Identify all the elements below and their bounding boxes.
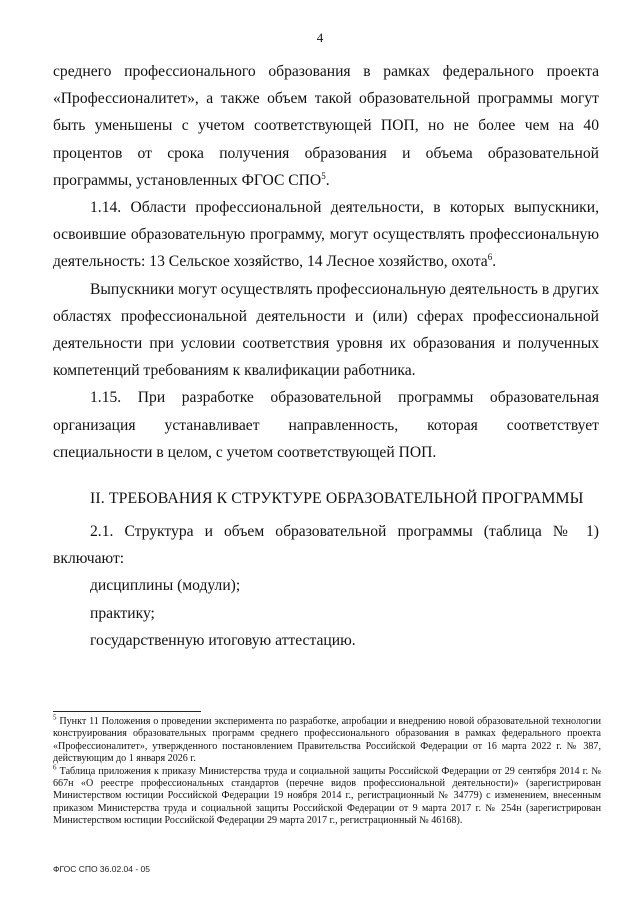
footnotes (53, 713, 601, 828)
footer-document-code: ФГОС СПО 36.02.04 - 05 (53, 864, 151, 874)
paragraph-2-1: 2.1. Структура и объем образовательной программы (таблица № 1) включают: (53, 523, 599, 568)
paragraph-1-14: 1.14. Области профессиональной деятельности, в которых выпускники, освоившие образовательную программу, могут осуществлять профессиональную деятельность: 13 Сельское хозяйство, 14 Лесное хозяйство, охота$^6$. (53, 199, 599, 271)
list-item: дисциплины (модули); (90, 577, 241, 595)
document-body (53, 58, 599, 654)
paragraph-graduates: Выпускники могут осуществлять профессиональную деятельность в других областях профессиональной деятельности и (или) сферах профессиональной деятельности при условии соответствия уровня их образования и полученных компетенций требованиям к квалификации работника. (53, 280, 599, 380)
footnote-text: Таблица приложения к приказу Министерства труда и социальной защиты Российской Федерации от 29 сентября 2014 г. № 667н «О реестре профессиональных стандартов (перечне видов профессиональной деятельности)» (зарегистрирован Министерством юстиции Российской Федерации 19 ноября 2014 г., регистрационный № 34779) с изменением, внесенным приказом Министерства труда и социальной защиты Российской Федерации от 9 марта 2017 г. № 254н (зарегистрирован Министерством юстиции Российской Федерации 29 марта 2017 г., регистрационный № 46168). (53, 765, 601, 827)
list-item: государственную итоговую аттестацию. (90, 631, 356, 649)
paragraph-text: среднего профессионального образования в рамках федерального проекта «Профессионалитет», а также объем такой образовательной программы могут быть уменьшены с учетом соответствующей ПОП, но не более чем на 40 процентов от срока получения образования и объема образовательной программы, установленных ФГОС СПО (53, 63, 599, 189)
footnote-ref-5[interactable]: 5 (321, 170, 326, 181)
footnote-marker: 6 (53, 763, 57, 772)
section-heading: II. ТРЕБОВАНИЯ К СТРУКТУРЕ ОБРАЗОВАТЕЛЬНОЙ ПРОГРАММЫ (90, 490, 584, 508)
footnote-marker: 5 (53, 713, 57, 722)
footnote-5 (53, 713, 601, 766)
footnote-ref-6[interactable]: 6 (487, 252, 493, 263)
page-number: 4 (316, 30, 324, 45)
footnote-text: Пункт 11 Положения о проведении эксперимента по разработке, апробации и внедрению новой образовательной технологии конструирования образовательных программ среднего профессионального образования в рамках федерального проекта «Профессионалитет», утвержденного постановлением Правительства Российской Федерации от 16 марта 2022 г. № 387, действующим до 1 января 2026 г. (53, 716, 601, 765)
list-item: практику; (90, 604, 155, 622)
paragraph-text: 1.14. Области профессиональной деятельности, в которых выпускники, освоившие образовательную программу, могут осуществлять профессиональную деятельность: 13 Сельское хозяйство, 14 Лесное хозяйство, охота (53, 199, 599, 271)
paragraph-continued: среднего профессионального образования в рамках федерального проекта «Профессионалитет», а также объем такой образовательной программы могут быть уменьшены с учетом соответствующей ПОП, но не более чем на 40 процентов от срока получения образования и объема образовательной программы, установленных ФГОС СПО$^5$. (53, 63, 599, 189)
footnote-6 (53, 763, 601, 828)
footnote-divider (53, 711, 201, 712)
paragraph-1-15: 1.15. При разработке образовательной программы образовательная организация устанавливает направленность, которая соответствует специальности в целом, с учетом соответствующей ПОП. (53, 389, 599, 461)
